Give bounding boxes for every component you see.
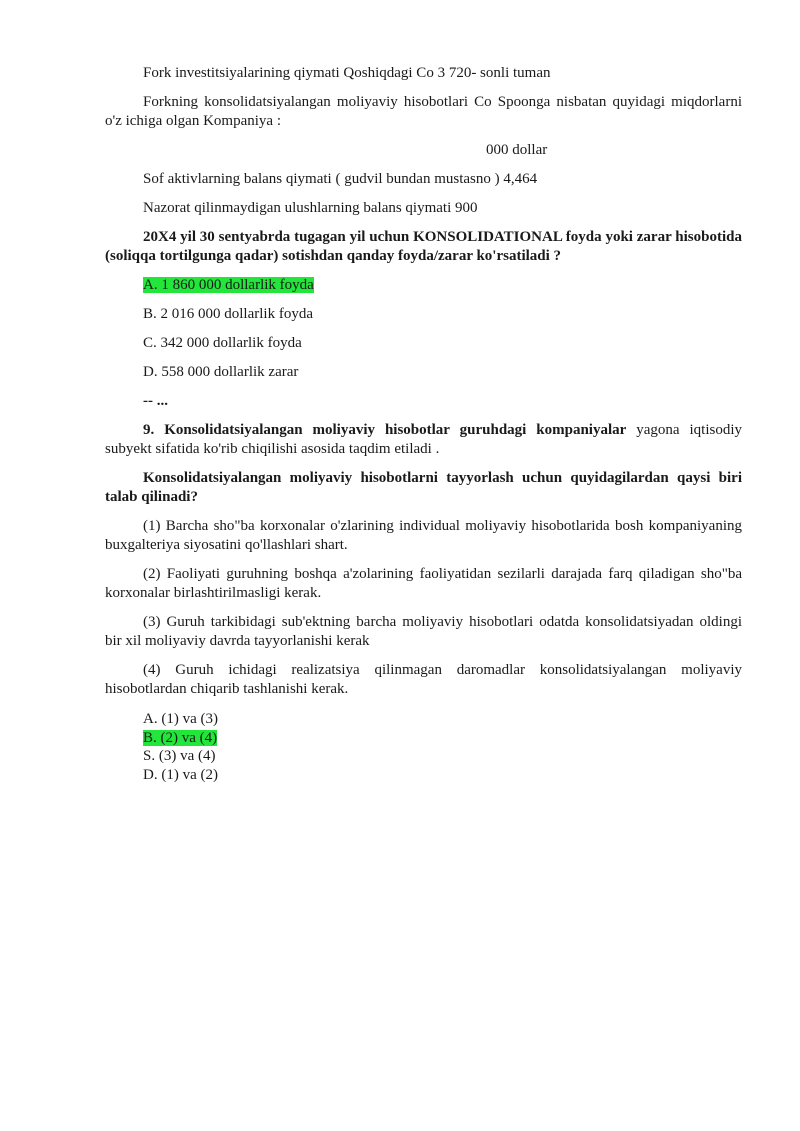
unit-label: 000 dollar (486, 142, 548, 158)
q9-statement (105, 421, 742, 459)
q8-option-c: C. 342 000 dollarlik foyda (143, 335, 302, 351)
q8-option-d: D. 558 000 dollarlik zarar (143, 364, 299, 380)
q9-options (105, 710, 742, 784)
q9-option-d: D. (1) va (2) (143, 766, 218, 783)
q9-number-bold: 9. Konsolidatsiyalangan moliyaviy hisobotlar guruhdagi kompaniyalar (143, 422, 627, 438)
q9-item-1: (1) Barcha sho"ba korxonalar o'zlarining individual moliyaviy hisobotlarida bosh kompaniyaning buxgalteriya siyosatini qo'llashlari shart. (105, 518, 742, 553)
q9-option-c: S. (3) va (4) (143, 748, 216, 764)
q9-option-b (105, 729, 742, 748)
separator (105, 392, 742, 411)
document-content (105, 64, 742, 784)
q9-item-4: (4) Guruh ichidagi realizatsiya qilinmagan daromadlar konsolidatsiyalangan moliyaviy hisobotlardan chiqarib tashlanishi kerak. (105, 662, 742, 697)
q9-item-2: (2) Faoliyati guruhning boshqa a'zolarining faoliyatidan sezilarli darajada farq qiladigan sho"ba korxonalar birlashtirilmasligi kerak. (105, 566, 742, 601)
separator-text: -- ... (143, 393, 168, 409)
q8-option-a-text: A. 1 860 000 dollarlik foyda (143, 277, 314, 293)
net-assets-line: Sof aktivlarning balans qiymati ( gudvil bundan mustasno ) 4,464 (143, 171, 538, 187)
q9-option-a: A. (1) va (3) (143, 711, 218, 727)
intro-line-1: Fork investitsiyalarining qiymati Qoshiqdagi Co 3 720- sonli tuman (143, 65, 551, 81)
question-8 (105, 228, 742, 266)
q8-option-a (105, 276, 742, 295)
question-9-text: Konsolidatsiyalangan moliyaviy hisobotlarni tayyorlash uchun quyidagilardan qaysi biri talab qilinadi? (105, 470, 742, 505)
q9-item-3: (3) Guruh tarkibidagi sub'ektning barcha moliyaviy hisobotlari odatda konsolidatsiyadan oldingi bir xil moliyaviy davrda tayyorlanishi kerak (105, 614, 742, 649)
question-8-text: 20X4 yil 30 sentyabrda tugagan yil uchun KONSOLIDATIONAL foyda yoki zarar hisobotida (soliqqa tortilgunga qadar) sotishdan qanday foyda/zarar ko'rsatiladi ? (105, 229, 742, 264)
q8-option-b: B. 2 016 000 dollarlik foyda (143, 306, 313, 322)
q9-option-b-text: B. (2) va (4) (143, 729, 218, 746)
intro-line-2: Forkning konsolidatsiyalangan moliyaviy hisobotlari Co Spoonga nisbatan quyidagi miqdorlarni o'z ichiga olgan Kompaniya : (105, 94, 742, 129)
q9-statement-rest: yagona iqtisodiy subyekt sifatida ko'rib chiqilishi asosida taqdim etiladi . (105, 422, 743, 457)
nci-line: Nazorat qilinmaydigan ulushlarning balans qiymati 900 (143, 200, 478, 216)
question-9 (105, 469, 742, 507)
